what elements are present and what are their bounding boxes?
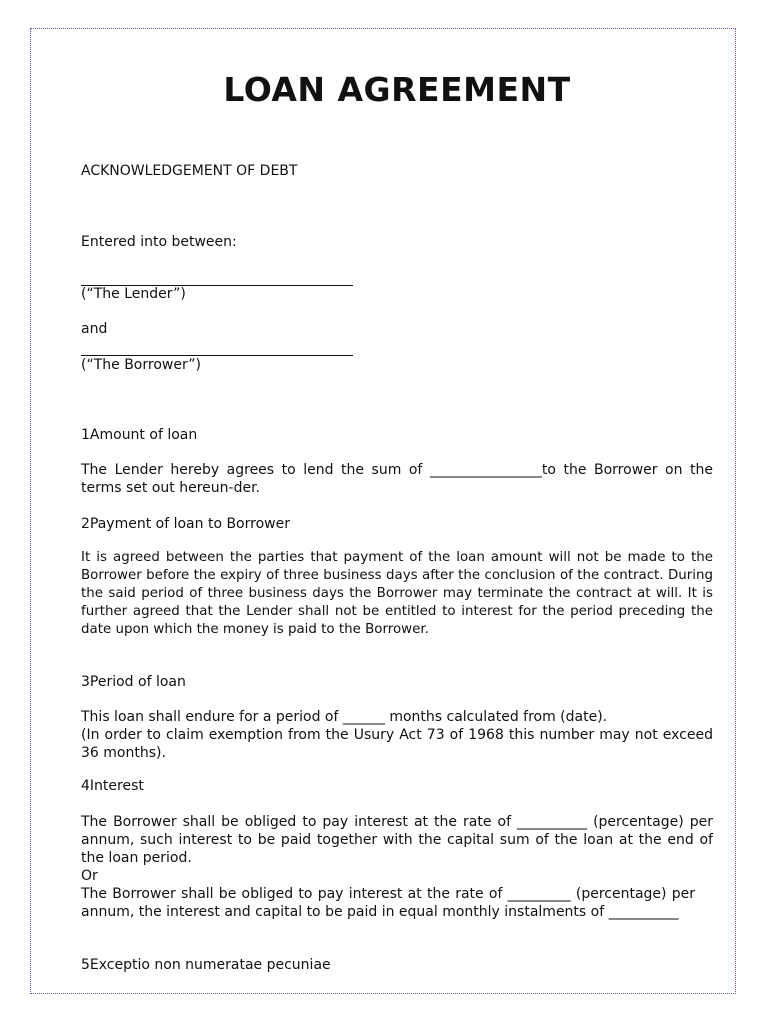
document-title: LOAN AGREEMENT [223,70,571,109]
borrower-label: (“The Borrower”) [81,357,202,373]
section-1-heading: 1Amount of loan [81,427,198,443]
lender-label: (“The Lender”) [81,286,186,302]
section-3-heading: 3Period of loan [81,674,186,690]
subtitle: ACKNOWLEDGEMENT OF DEBT [81,163,298,179]
section-4-text-1: The Borrower shall be obliged to pay interest at the rate of __________ (percentage) per annum, such interest to be paid together with the capital sum of the loan at the end of the loan period. [81,814,713,866]
section-3-text: This loan shall endure for a period of ______ months calculated from (date). (In order to claim exemption from the Usury Act 73 of 1968 this number may not exceed 36 months). [81,709,713,761]
section-4-text-2: The Borrower shall be obliged to pay interest at the rate of _________ (percentage) per annum, the interest and capital to be paid in equal monthly instalments of __________ [81,886,695,920]
section-4-heading: 4Interest [81,778,144,794]
section-2-text: It is agreed between the parties that payment of the loan amount will not be made to the Borrower before the expiry of three business days after the conclusion of the contract. During the said period of three business days the Borrower may terminate the contract at will. It is further agreed that the Lender shall not be entitled to interest for the period preceding the date upon which the money is paid to the Borrower. [81,550,713,637]
and-label: and [81,321,108,337]
section-4-or: Or [81,868,98,884]
section-2-heading: 2Payment of loan to Borrower [81,516,290,532]
section-5-heading: 5Exceptio non numeratae pecuniae [81,957,331,973]
entered-into-label: Entered into between: [81,234,237,250]
section-1-text: The Lender hereby agrees to lend the sum of ________________to the Borrower on the terms set out hereun-der. [81,462,714,496]
